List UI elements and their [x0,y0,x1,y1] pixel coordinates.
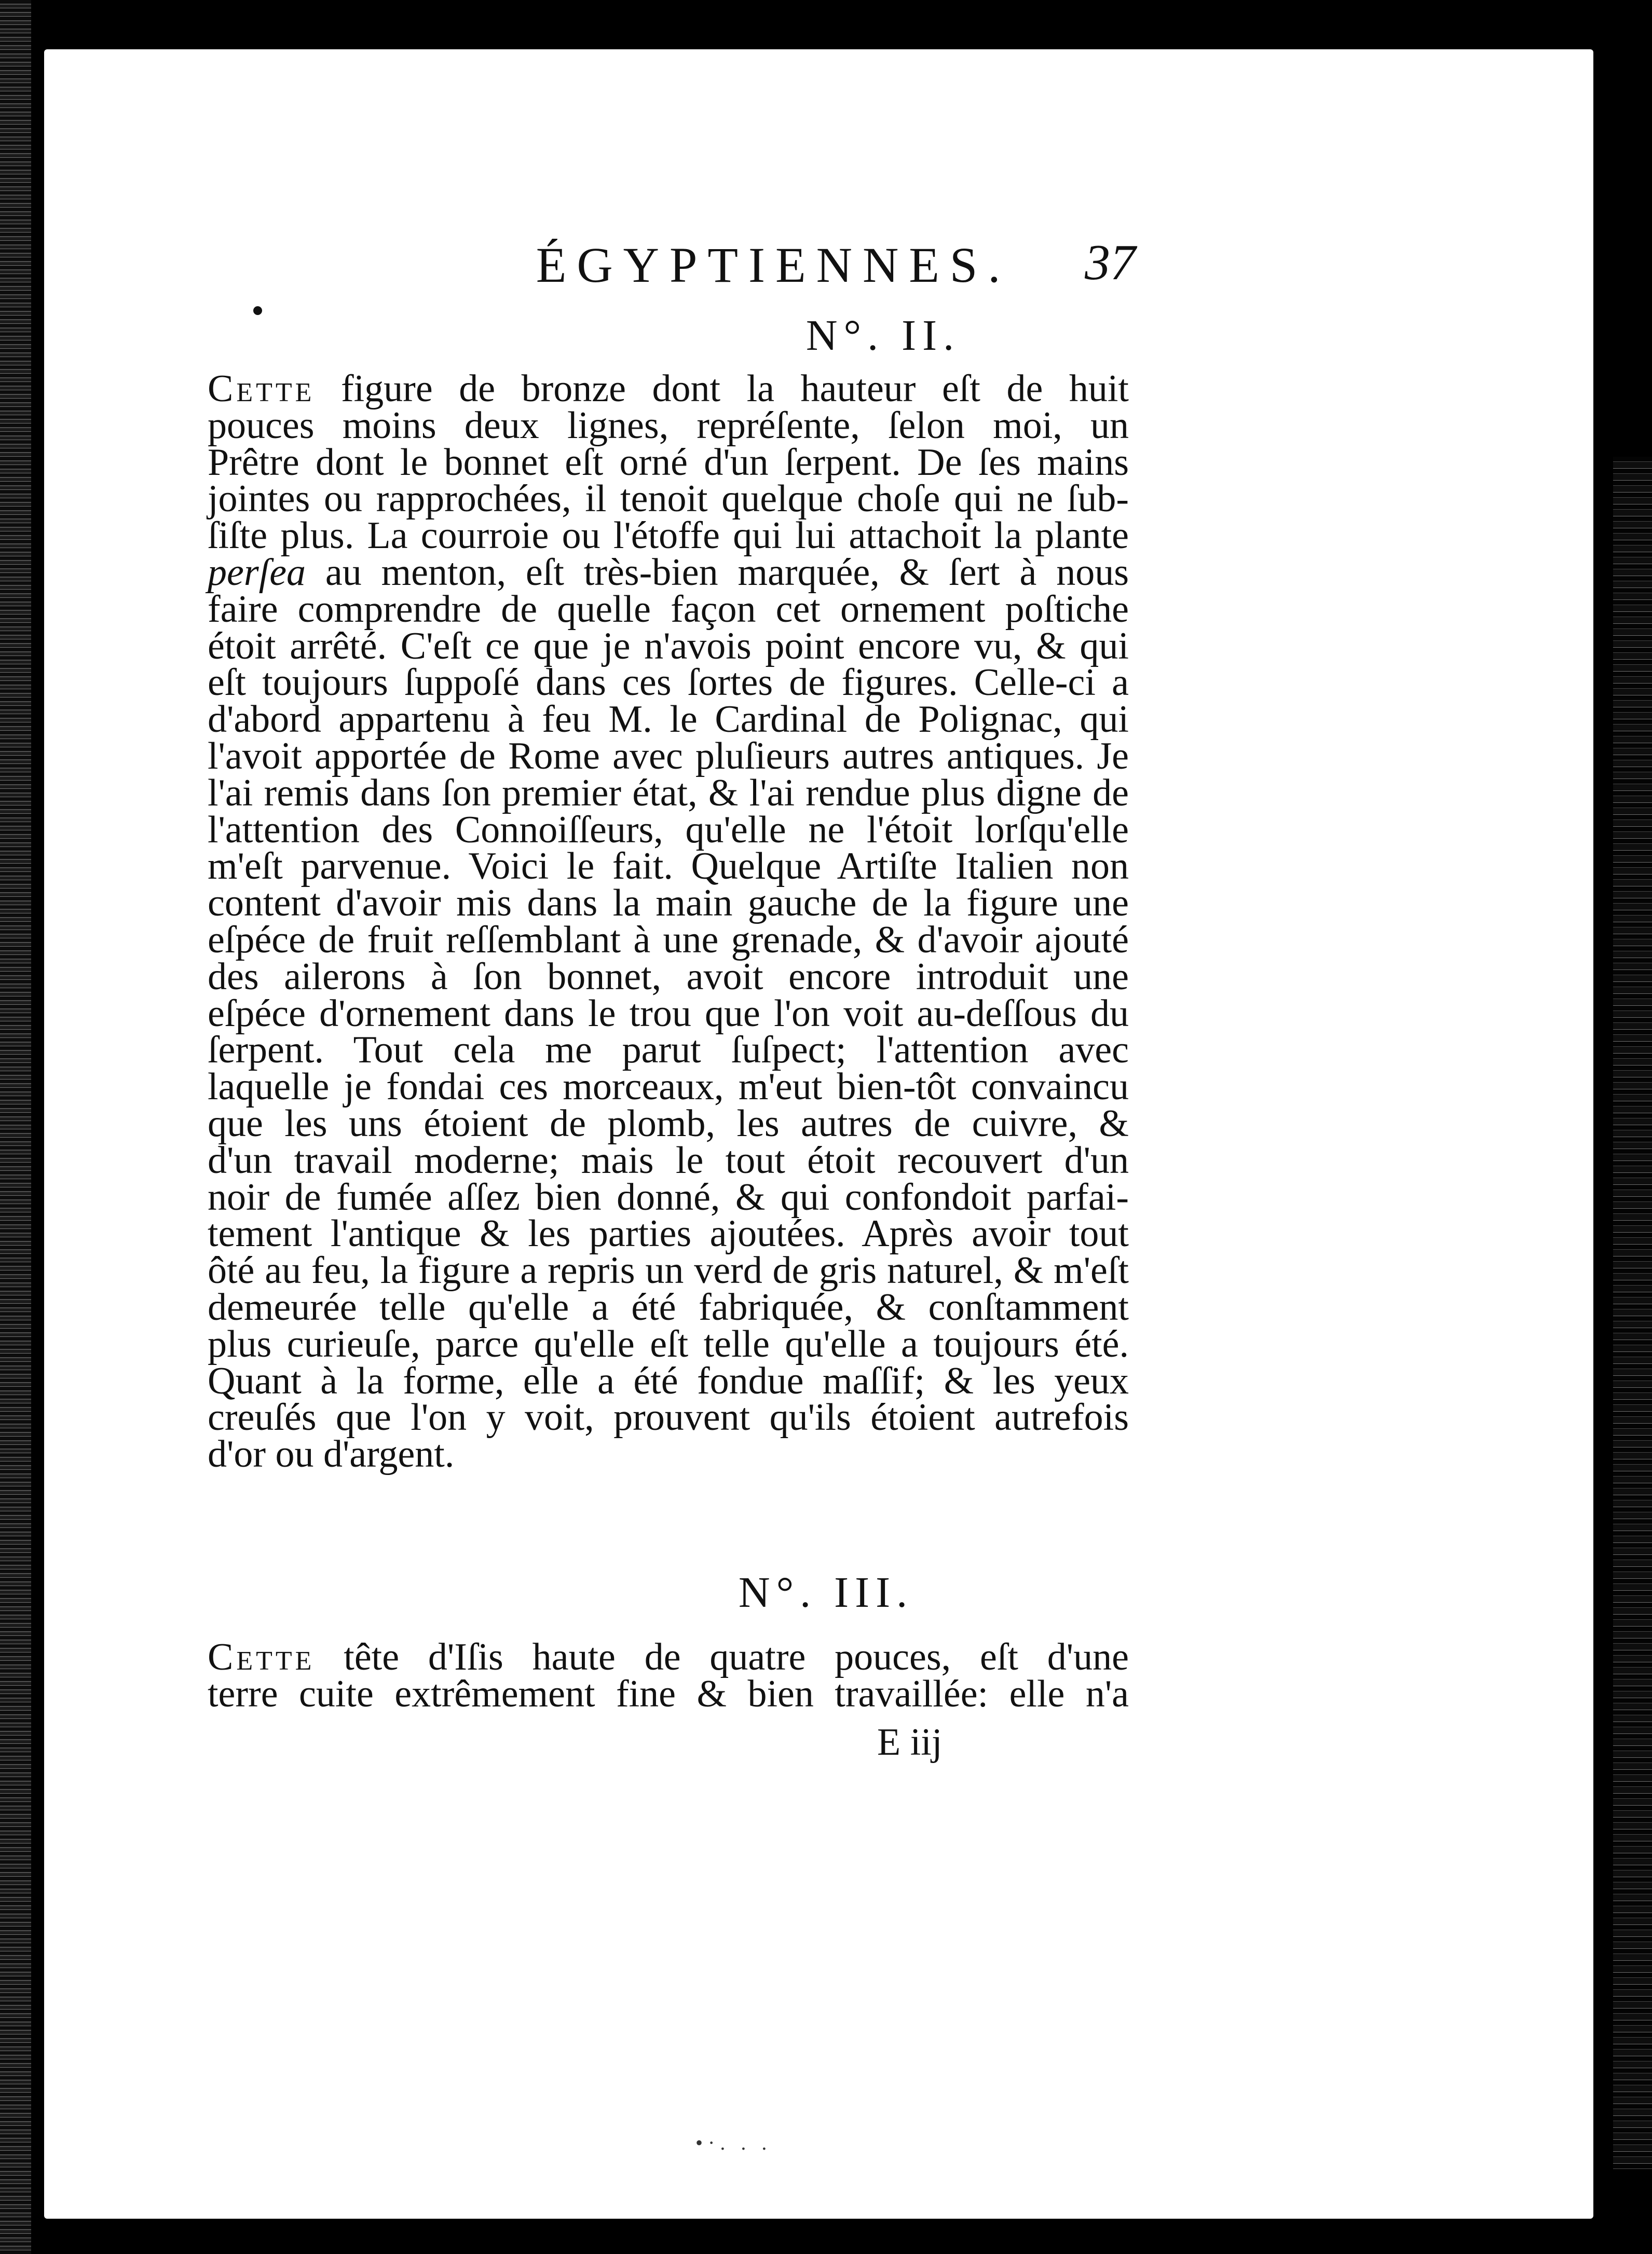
line-text: demeurée telle qu'elle a été fabriquée, & conſtamment [208,1286,1129,1329]
line-text: terre cuite extrêmement fine & bien travaillée: elle n'a [208,1672,1129,1715]
line-text: jointes ou rapprochées, il tenoit quelque choſe qui ne ſub- [208,477,1129,521]
text-line [208,734,1129,777]
line-text: pouces moins deux lignes, repréſente, ſelon moi, un [208,404,1129,447]
line-text: tête d'Iſis haute de quatre pouces, eſt d'une [315,1636,1129,1678]
text-line [208,845,1129,888]
line-text: d'abord appartenu à feu M. le Cardinal de Polignac, qui [208,698,1129,741]
text-line [208,698,1129,741]
line-text: d'un travail moderne; mais le tout étoit recouvert d'un [208,1139,1129,1182]
text-line [208,551,1129,594]
text-line [208,1176,1129,1219]
line-text: tement l'antique & les parties ajoutées. Après avoir tout [208,1212,1129,1255]
text-line [208,1636,1129,1678]
text-line [208,624,1129,667]
line-text: eſt toujours ſuppoſé dans ces ſortes de figures. Celle-ci a [208,661,1129,704]
opening-word: Cette [208,367,315,410]
text-line [208,404,1129,447]
text-line [208,1029,1129,1072]
text-line [208,514,1129,557]
line-text: m'eſt parvenue. Voici le fait. Quelque Artiſte Italien non [208,845,1129,888]
line-text: content d'avoir mis dans la main gauche de la figure une [208,882,1129,925]
text-line [208,882,1129,925]
page-number: 37 [1085,235,1136,291]
running-title: ÉGYPTIENNES. [536,237,1011,293]
line-text: d'or ou d'argent. [208,1433,455,1476]
section-heading-ii: N°. II. [805,311,961,360]
text-line [208,1065,1129,1109]
line-text: eſpéce de fruit reſſemblant à une grenade, & d'avoir ajouté [208,918,1129,961]
printer-dots: •·. . . [695,2131,772,2154]
text-line [208,808,1129,851]
text-line [208,1672,1129,1715]
scan-left-edge [0,0,31,2254]
text-line [208,1249,1129,1292]
scan-right-edge [1613,457,1652,2169]
line-text: faire comprendre de quelle façon cet ornement poſtiche [208,588,1129,631]
text-line [208,771,1129,814]
line-text: plus curieuſe, parce qu'elle eſt telle qu'elle a toujours été. [208,1322,1129,1365]
line-text: ſerpent. Tout cela me parut ſuſpect; l'attention avec [208,1029,1129,1072]
line-text: noir de fumée aſſez bien donné, & qui confondoit parfai- [208,1176,1129,1219]
opening-word: Cette [208,1636,315,1678]
line-text: ôté au feu, la figure a repris un verd de gris naturel, & m'eſt [208,1249,1129,1292]
text-line [208,955,1129,998]
text-line [208,477,1129,521]
line-text: laquelle je fondai ces morceaux, m'eut bien-tôt convaincu [208,1065,1129,1109]
section-heading-iii: N°. III. [738,1568,914,1617]
line-text: des ailerons à ſon bonnet, avoit encore introduit une [208,955,1129,998]
line-text: l'avoit apportée de Rome avec pluſieurs autres antiques. Je [208,734,1129,777]
italic-term: perſea [208,551,306,594]
text-line [208,441,1129,484]
line-text: eſpéce d'ornement dans le trou que l'on voit au-deſſous du [208,992,1129,1035]
text-line [208,1322,1129,1365]
line-text: l'ai remis dans ſon premier état, & l'ai rendue plus digne de [208,771,1129,814]
text-line [208,918,1129,961]
line-text: ſiſte plus. La courroie ou l'étoffe qui lui attachoit la plante [208,514,1129,557]
line-text: que les uns étoient de plomb, les autres de cuivre, & [208,1102,1129,1145]
text-line [208,588,1129,631]
signature-mark: E iij [877,1721,943,1764]
text-line [208,1396,1129,1439]
line-text: Prêtre dont le bonnet eſt orné d'un ſerpent. De ſes mains [208,441,1129,484]
text-line [208,1359,1129,1402]
line-text: étoit arrêté. C'eſt ce que je n'avois point encore vu, & qui [208,624,1129,667]
line-text: Quant à la forme, elle a été fondue maſſif; & les yeux [208,1359,1129,1402]
text-line [208,1286,1129,1329]
line-text: au menton, eſt très-bien marquée, & ſert à nous [325,551,1129,594]
line-text: creuſés que l'on y voit, prouvent qu'ils étoient autrefois [208,1396,1129,1439]
text-line [208,992,1129,1035]
text-line [208,1433,1129,1476]
section-ii-body [208,367,1129,1476]
section-iii-body [208,1636,1129,1715]
text-line [208,1212,1129,1255]
text-line [208,1102,1129,1145]
text-line [208,661,1129,704]
text-line [208,1139,1129,1182]
line-text: figure de bronze dont la hauteur eſt de huit [315,367,1129,410]
line-text: l'attention des Connoiſſeurs, qu'elle ne l'étoit lorſqu'elle [208,808,1129,851]
text-line [208,367,1129,410]
